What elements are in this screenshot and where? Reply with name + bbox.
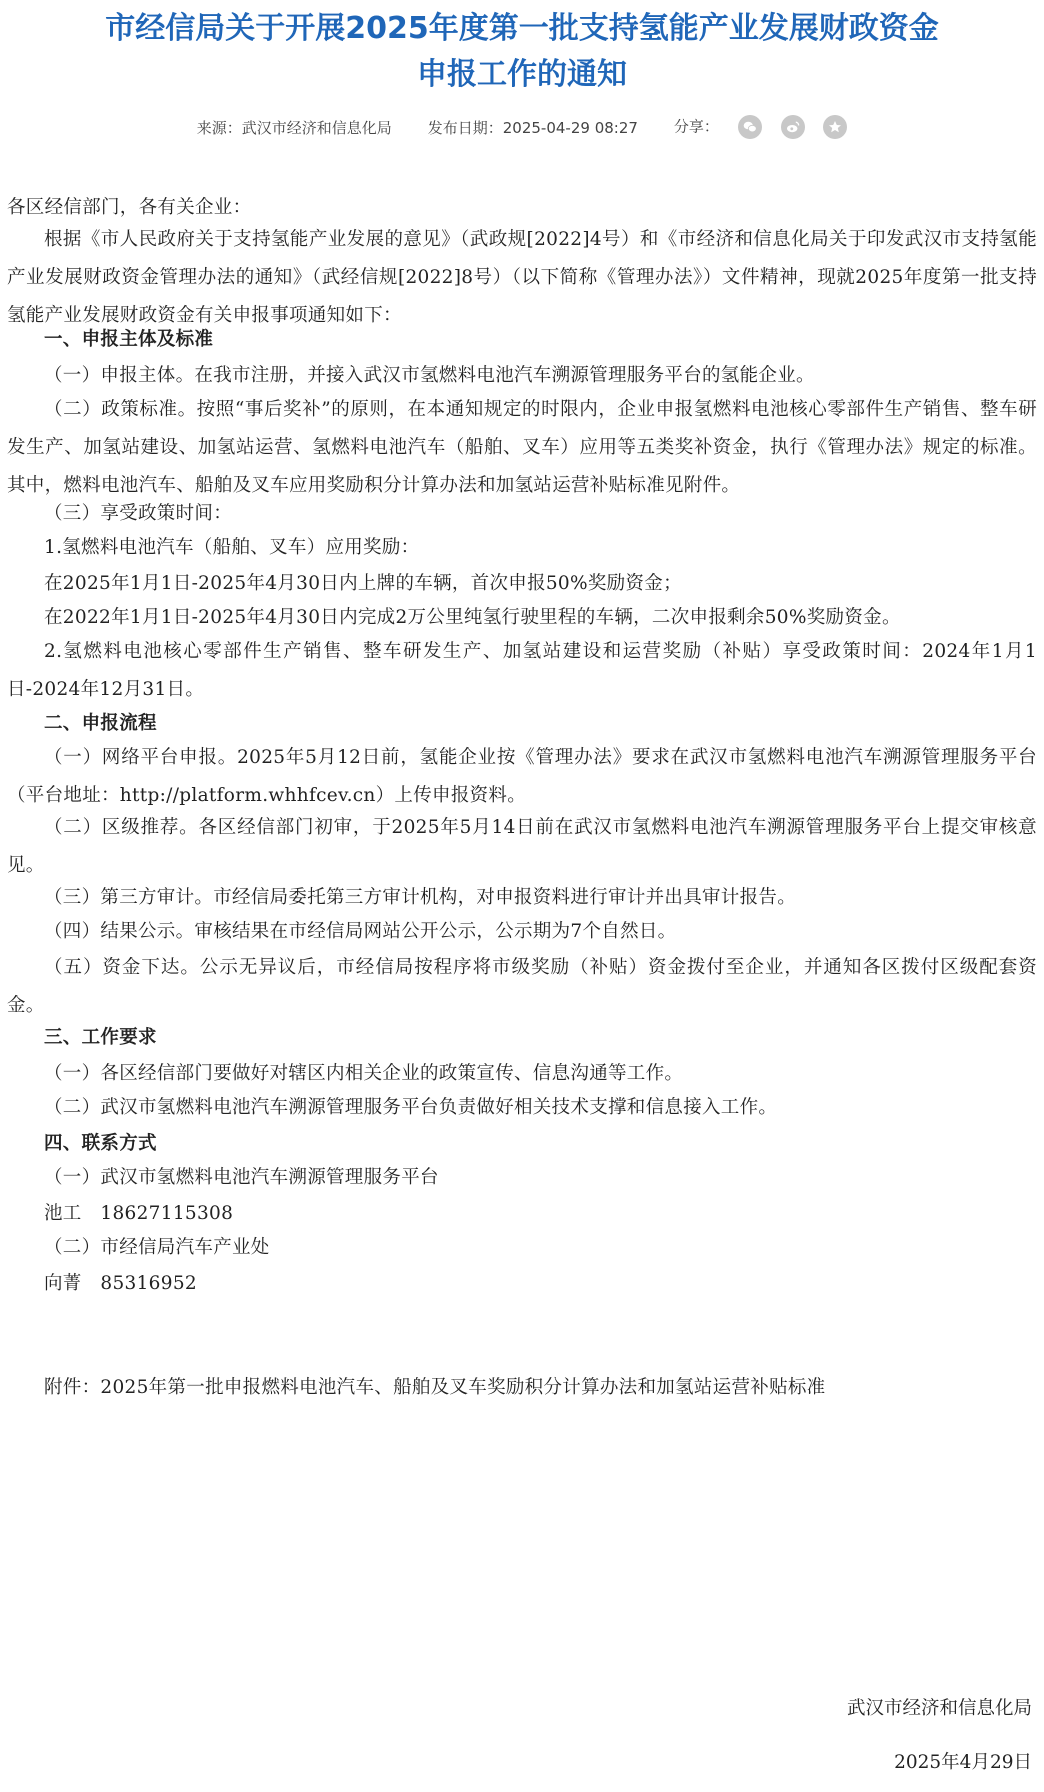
contact-platform: （一）武汉市氢燃料电池汽车溯源管理服务平台	[44, 1167, 439, 1188]
contact-person-2: 向菁 85316952	[44, 1273, 197, 1294]
section-2-paragraph: （一）网络平台申报。2025年5月12日前，氢能企业按《管理办法》要求在武汉市氢燃料电池汽车溯源管理服务平台（平台地址：http://platform.whhfcev.cn）上传申报资料。	[7, 747, 1037, 806]
favorite-star-icon[interactable]	[823, 115, 847, 139]
article-meta	[0, 112, 1044, 142]
source-label: 来源：	[196, 118, 242, 137]
intro-paragraph: 根据《市人民政府关于支持氢能产业发展的意见》（武政规[2022]4号）和《市经济和信息化局关于印发武汉市支持氢能产业发展财政资金管理办法的通知》（武经信规[2022]8号）（以下简称《管理办法》）文件精神，现就2025年度第一批支持氢能产业发展财政资金有关申报事项通知如下：	[7, 229, 1037, 326]
weibo-icon[interactable]	[781, 115, 805, 139]
share-label: 分享：	[673, 117, 719, 136]
section-1-paragraph: 在2022年1月1日-2025年4月30日内完成2万公里纯氢行驶里程的车辆，二次申报剩余50%奖励资金。	[44, 607, 901, 628]
section-4-heading: 四、联系方式	[44, 1133, 157, 1154]
signature-org: 武汉市经济和信息化局	[846, 1698, 1032, 1719]
attachment-note: 附件：2025年第一批申报燃料电池汽车、船舶及叉车奖励积分计算办法和加氢站运营补贴标准	[44, 1377, 826, 1398]
section-3-paragraph: （二）武汉市氢燃料电池汽车溯源管理服务平台负责做好相关技术支撑和信息接入工作。	[44, 1097, 778, 1118]
section-1-paragraph: （二）政策标准。按照“事后奖补”的原则，在本通知规定的时限内，企业申报氢燃料电池核心零部件生产销售、整车研发生产、加氢站建设、加氢站运营、氢燃料电池汽车（船舶、叉车）应用等五类奖补资金，执行《管理办法》规定的标准。其中，燃料电池汽车、船舶及叉车应用奖励积分计算办法和加氢站运营补贴标准见附件。	[7, 399, 1037, 496]
section-2-paragraph: （三）第三方审计。市经信局委托第三方审计机构，对申报资料进行审计并出具审计报告。	[44, 887, 797, 908]
section-1-paragraph: （一）申报主体。在我市注册，并接入武汉市氢燃料电池汽车溯源管理服务平台的氢能企业。	[44, 365, 815, 386]
share-bar	[674, 115, 847, 139]
date-label: 发布日期：	[427, 118, 503, 137]
title-line-1: 市经信局关于开展2025年度第一批支持氢能产业发展财政资金	[105, 11, 939, 46]
signature-date: 2025年4月29日	[894, 1752, 1032, 1773]
title-line-2: 申报工作的通知	[417, 57, 627, 92]
section-1-paragraph: （三）享受政策时间：	[44, 503, 233, 524]
section-2-paragraph: （二）区级推荐。各区经信部门初审，于2025年5月14日前在武汉市氢燃料电池汽车溯源管理服务平台上提交审核意见。	[7, 817, 1037, 876]
section-1-paragraph: 2.氢燃料电池核心零部件生产销售、整车研发生产、加氢站建设和运营奖励（补贴）享受政策时间：2024年1月1日-2024年12月31日。	[7, 641, 1037, 700]
publish-date	[428, 117, 638, 138]
section-3-heading: 三、工作要求	[44, 1027, 157, 1048]
contact-department: （二）市经信局汽车产业处	[44, 1237, 270, 1258]
date-value: 2025-04-29 08:27	[502, 118, 638, 137]
source-value: 武汉市经济和信息化局	[241, 118, 392, 137]
section-1-heading: 一、申报主体及标准	[44, 329, 214, 350]
article-title	[0, 6, 1044, 98]
contact-person-1: 池工 18627115308	[44, 1203, 234, 1224]
section-2-paragraph: （五）资金下达。公示无异议后，市经信局按程序将市级奖励（补贴）资金拨付至企业，并通知各区拨付区级配套资金。	[7, 957, 1037, 1016]
section-3-paragraph: （一）各区经信部门要做好对辖区内相关企业的政策宣传、信息沟通等工作。	[44, 1063, 684, 1084]
wechat-icon[interactable]	[738, 115, 762, 139]
section-2-heading: 二、申报流程	[44, 713, 157, 734]
section-2-paragraph: （四）结果公示。审核结果在市经信局网站公开公示，公示期为7个自然日。	[44, 921, 677, 942]
salutation: 各区经信部门，各有关企业：	[7, 197, 252, 218]
section-1-paragraph: 1.氢燃料电池汽车（船舶、叉车）应用奖励：	[44, 537, 420, 558]
section-1-paragraph: 在2025年1月1日-2025年4月30日内上牌的车辆，首次申报50%奖励资金；	[44, 573, 682, 594]
source	[197, 117, 392, 138]
